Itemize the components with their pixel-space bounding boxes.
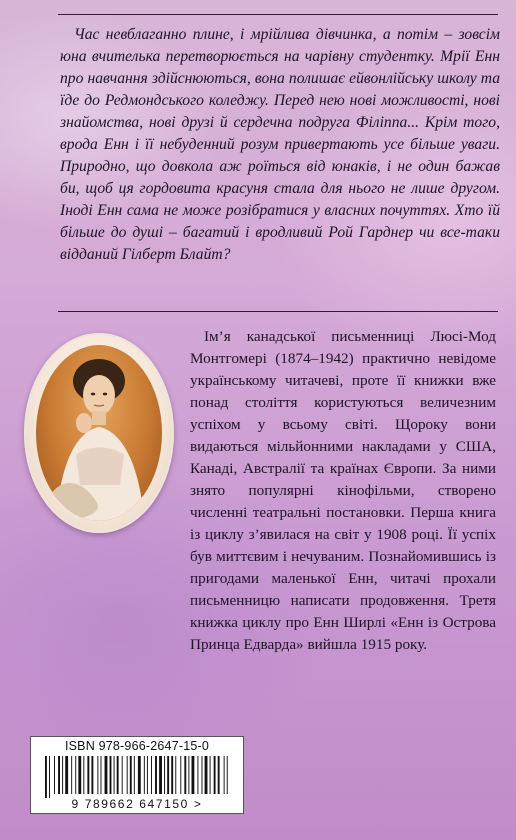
barcode-bar — [65, 756, 68, 794]
barcode-bar — [110, 756, 112, 794]
barcode-bar — [180, 756, 181, 794]
barcode-bar — [188, 756, 189, 794]
barcode-bar — [210, 756, 211, 794]
barcode-digits: 9 789662 647150 > — [71, 797, 203, 811]
barcode-bar — [75, 756, 76, 794]
barcode-bar — [171, 756, 173, 794]
barcode-bar — [78, 756, 81, 794]
author-biography: Ім’я канадської письменниці Люсі-Мод Монтгомері (1874–1942) практично невідоме українському читачеві, проте її книжки вже понад століття користуються величезним успіхом у всьому світі. Щороку вони видаються мільйонними накладами у США, Канаді, Австралії та країнах Європи. За ними знято популярні кінофільми, створено численні театральні постановки. Перша книга із циклу з’явилася на світ у 1908 році. Її успіх був миттєвим і нечуваним. Познайомившись із пригодами маленької Енн, читачі прохали письменницю написати продовження. Третя книжка циклу про Енн Ширлі «Енн із Острова Принца Едварда» вийшла 1915 року. — [190, 328, 496, 653]
top-rule — [58, 14, 498, 15]
barcode-bar — [197, 756, 198, 794]
barcode-bar — [192, 756, 195, 794]
barcode-bar — [214, 756, 216, 794]
barcode-bar — [117, 756, 119, 794]
barcode-bar — [218, 756, 220, 794]
isbn-label: ISBN 978-966-2647-15-0 — [64, 739, 210, 753]
barcode-bar — [58, 756, 60, 794]
barcode-bar — [49, 756, 50, 798]
barcode — [43, 756, 229, 798]
barcode-bar — [167, 756, 169, 794]
barcode-bar — [164, 756, 165, 794]
barcode-bar — [71, 756, 72, 794]
barcode-bar — [87, 756, 89, 794]
portrait-illustration — [36, 345, 162, 521]
barcode-bar — [45, 756, 47, 798]
barcode-bar — [54, 756, 55, 794]
isbn-barcode-box — [30, 736, 244, 814]
barcode-bar — [127, 756, 128, 794]
barcode-bar — [138, 756, 141, 794]
barcode-bar — [202, 756, 203, 794]
barcode-bar — [122, 756, 123, 794]
barcode-bar — [105, 756, 108, 794]
barcode-bar — [227, 756, 228, 794]
barcode-bar — [159, 756, 162, 794]
barcode-bar — [83, 756, 84, 794]
barcode-bar — [147, 756, 148, 794]
barcode-bar — [130, 756, 132, 794]
barcode-bar — [155, 756, 157, 794]
barcode-bar — [205, 756, 208, 794]
barcode-bar — [114, 756, 115, 794]
barcode-bar — [224, 756, 225, 794]
barcode-bar — [175, 756, 176, 794]
book-blurb: Час невблаганно плине, і мрійлива дівчинка, а потім – зовсім юна вчителька перетворюється на чарівну студентку. Мрії Енн про навчання здійснюються, вона полишає ейвонлійську школу та їде до Редмондського коледжу. Перед нею нові можливості, нові знайомства, нові друзі й сердечна подруга Філіппа... Крім того, врода Енн і її небуденний розум привертають усе більше уваги. Природно, що довкола аж роїться від юнаків, і не один бажав би, щоб ця гордовита красуня стала для нього не лише другом. Іноді Енн сама не може розібратися у власних почуттях. Хто їй більше до душі – багатий і вродливий Рой Гарднер чи все-таки відданий Гілберт Блайт? — [60, 26, 500, 263]
barcode-bar — [184, 756, 186, 794]
barcode-bar — [97, 756, 98, 794]
author-portrait — [36, 345, 162, 521]
barcode-bar — [62, 756, 63, 794]
barcode-bar — [134, 756, 135, 794]
barcode-bar — [144, 756, 145, 794]
barcode-bar — [151, 756, 152, 794]
barcode-bar — [91, 756, 93, 794]
barcode-bar — [101, 756, 102, 794]
mid-rule — [58, 311, 498, 312]
